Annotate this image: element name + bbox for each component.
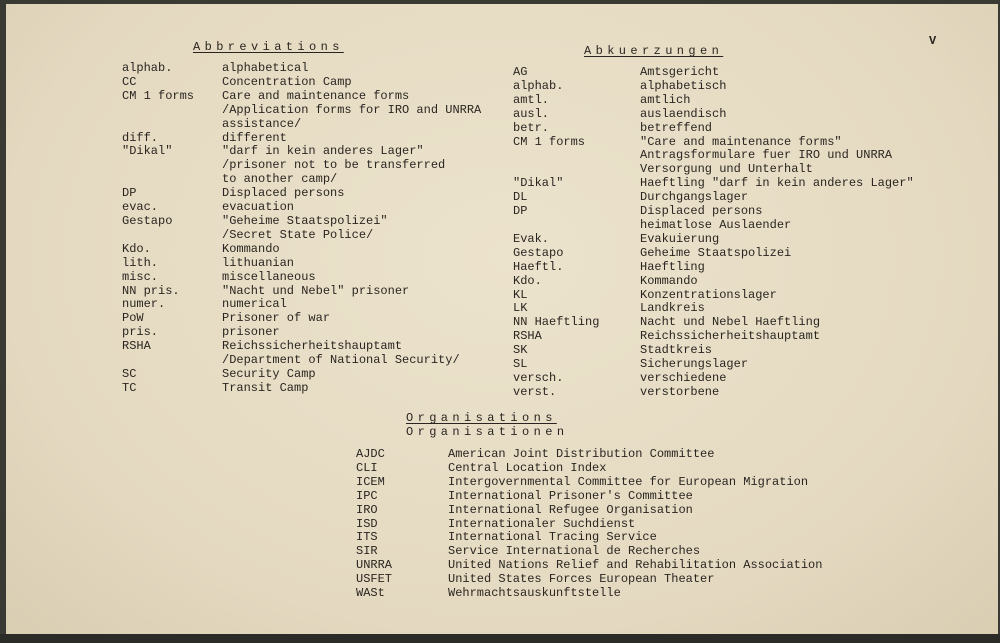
scan-bottom-edge [0, 634, 1000, 643]
abbreviation-definition: Kommando [222, 241, 280, 256]
abbreviation-definition: Geheime Staatspolizei [640, 245, 792, 260]
abbreviation-term: betr. [513, 120, 550, 135]
abbreviation-definition: miscellaneous [222, 269, 316, 284]
abbreviation-term: ITS [356, 530, 378, 545]
abbreviation-term [122, 354, 222, 368]
abbreviation-definition: to another camp/ [222, 172, 338, 187]
abbreviation-definition: Kommando [640, 273, 698, 288]
list-item [356, 573, 822, 587]
abbreviation-definition: Displaced persons [222, 186, 345, 201]
list-item [513, 108, 914, 122]
abbreviation-term: AJDC [356, 447, 385, 461]
abbreviation-definition: "darf in kein anderes Lager" [222, 144, 424, 159]
abbreviation-definition: /Application forms for IRO and UNRRA [222, 102, 482, 117]
abbreviations-list-german [513, 66, 914, 400]
abbreviation-term: pris. [122, 325, 159, 340]
list-item [122, 90, 481, 104]
list-item [122, 145, 481, 159]
list-item [122, 354, 481, 368]
list-item [122, 201, 481, 215]
abbreviation-definition: Durchgangslager [640, 190, 749, 205]
abbreviation-definition: Antragsformulare fuer IRO und UNRRA [640, 148, 893, 163]
abbreviation-term: AG [513, 65, 528, 79]
abbreviation-definition: amtlich [640, 92, 691, 107]
abbreviation-term: Gestapo [513, 245, 564, 260]
abbreviation-definition: Landkreis [640, 301, 705, 316]
abbreviation-term: PoW [122, 311, 144, 326]
abbreviation-term: Evak. [513, 231, 550, 246]
abbreviation-definition: Care and maintenance forms [222, 88, 410, 103]
abbreviation-definition: United Nations Relief and Rehabilitation Association [448, 558, 823, 573]
page-number: V [929, 34, 937, 48]
list-item [122, 215, 481, 229]
abbreviation-definition: Displaced persons [640, 204, 763, 219]
list-item [513, 94, 914, 108]
abbreviation-definition: different [222, 130, 287, 145]
abbreviation-definition: International Tracing Service [448, 530, 657, 545]
abbreviation-definition: Reichssicherheitshauptamt [222, 339, 403, 354]
list-item [513, 275, 914, 289]
abbreviation-term: TC [122, 380, 137, 395]
list-item [513, 163, 914, 177]
abbreviation-definition: Stadtkreis [640, 343, 713, 358]
list-item [122, 326, 481, 340]
abbreviation-term: NN Haeftling [513, 315, 600, 330]
abbreviation-definition: Wehrmachtsauskunftstelle [448, 586, 621, 601]
abbreviation-definition: verschiedene [640, 370, 727, 385]
abbreviation-term [513, 149, 640, 163]
abbreviation-term: Haeftl. [513, 259, 564, 274]
abbreviation-term [122, 118, 222, 132]
abbreviation-term: DL [513, 190, 528, 205]
list-item [122, 159, 481, 173]
list-item [513, 330, 914, 344]
abbreviation-term: RSHA [122, 339, 151, 354]
list-item [122, 340, 481, 354]
list-item [122, 382, 481, 396]
abbreviation-term: ICEM [356, 474, 385, 489]
abbreviation-definition: Versorgung und Unterhalt [640, 162, 813, 177]
abbreviation-definition: alphabetisch [640, 78, 727, 93]
abbreviation-definition: Haeftling [640, 259, 705, 274]
list-item [513, 122, 914, 136]
abbreviation-definition: auslaendisch [640, 106, 727, 121]
organisations-list [356, 448, 822, 601]
list-item [513, 261, 914, 275]
list-item [513, 316, 914, 330]
abbreviation-term: amtl. [513, 92, 550, 107]
abbreviation-term [513, 163, 640, 177]
abbreviation-term: KL [513, 287, 528, 302]
list-item [356, 462, 822, 476]
abbreviation-term: Kdo. [513, 273, 542, 288]
organisationen-heading: Organisationen [406, 425, 569, 439]
abbreviation-definition: Internationaler Suchdienst [448, 516, 636, 531]
abbreviation-term: Gestapo [122, 213, 173, 228]
abbreviation-term: WASt [356, 586, 385, 601]
abbreviation-term: CC [122, 74, 137, 89]
abbreviation-term: alphab. [513, 78, 564, 93]
list-item [122, 104, 481, 118]
abbreviation-definition: Intergovernmental Committee for European Migration [448, 474, 809, 489]
list-item [513, 358, 914, 372]
list-item [513, 386, 914, 400]
list-item [122, 173, 481, 187]
abbreviation-term: IRO [356, 502, 378, 517]
abbreviation-term: RSHA [513, 329, 542, 344]
abbreviation-term: verst. [513, 384, 557, 399]
abbreviation-term: DP [122, 186, 137, 201]
abbreviation-definition: "Care and maintenance forms" [640, 134, 842, 149]
abbreviation-definition: heimatlose Auslaender [640, 217, 792, 232]
abbreviation-definition: Haeftling "darf in kein anderes Lager" [640, 176, 914, 191]
abbreviation-term: SIR [356, 544, 378, 559]
abbreviation-definition: /Secret State Police/ [222, 227, 374, 242]
abbreviation-term [122, 159, 222, 173]
abbreviation-term [122, 104, 222, 118]
abbreviation-term: lith. [122, 255, 159, 270]
list-item [513, 177, 914, 191]
list-item [122, 285, 481, 299]
abbreviation-definition: verstorbene [640, 384, 720, 399]
abbreviation-term [122, 229, 222, 243]
abbreviation-term: LK [513, 301, 528, 316]
abbreviation-term: UNRRA [356, 558, 393, 573]
abbreviation-definition: prisoner [222, 325, 280, 340]
list-item [122, 271, 481, 285]
list-item [122, 118, 481, 132]
list-item [356, 518, 822, 532]
list-item [122, 76, 481, 90]
list-item [356, 504, 822, 518]
list-item [513, 247, 914, 261]
list-item [356, 545, 822, 559]
list-item [513, 344, 914, 358]
list-item [356, 448, 822, 462]
abbreviation-term: CM 1 forms [513, 134, 586, 149]
abbreviation-definition: United States Forces European Theater [448, 572, 715, 587]
list-item [513, 372, 914, 386]
abbreviation-definition: "Nacht und Nebel" prisoner [222, 283, 410, 298]
list-item [513, 191, 914, 205]
list-item [513, 302, 914, 316]
abbreviation-term: numer. [122, 297, 166, 312]
abbreviation-definition: International Prisoner's Committee [448, 488, 693, 503]
list-item [513, 289, 914, 303]
abbreviation-term: ISD [356, 516, 378, 531]
abbreviation-definition: lithuanian [222, 255, 295, 270]
abbreviation-term: "Dikal" [513, 176, 564, 191]
abbreviation-term [513, 219, 640, 233]
abbreviation-definition: Security Camp [222, 366, 316, 381]
abbreviation-definition: Service International de Recherches [448, 544, 701, 559]
list-item [122, 62, 481, 76]
abbreviation-term: alphab. [122, 61, 173, 75]
abbreviation-term: DP [513, 204, 528, 219]
abbreviation-definition: Evakuierung [640, 231, 720, 246]
abbreviation-definition: assistance/ [222, 116, 302, 131]
abbreviation-definition: Prisoner of war [222, 311, 331, 326]
abbreviation-definition: evacuation [222, 200, 295, 215]
list-item [122, 243, 481, 257]
list-item [356, 559, 822, 573]
abbreviation-term: evac. [122, 200, 159, 215]
abbreviation-term: SL [513, 357, 528, 372]
abbreviation-definition: betreffend [640, 120, 713, 135]
abbreviation-definition: alphabetical [222, 61, 309, 75]
abbreviation-term: diff. [122, 130, 159, 145]
abbreviation-term: SK [513, 343, 528, 358]
list-item [122, 257, 481, 271]
list-item [122, 229, 481, 243]
abbreviation-definition: Reichssicherheitshauptamt [640, 329, 821, 344]
abbreviation-term [122, 173, 222, 187]
list-item [122, 187, 481, 201]
list-item [513, 136, 914, 150]
abbreviation-definition: Konzentrationslager [640, 287, 777, 302]
abbreviation-definition: /prisoner not to be transferred [222, 158, 446, 173]
list-item [356, 587, 822, 601]
abbreviation-term: NN pris. [122, 283, 180, 298]
abbreviation-term: CLI [356, 460, 378, 475]
abbreviation-definition: International Refugee Organisation [448, 502, 693, 517]
abbreviation-definition: Sicherungslager [640, 357, 749, 372]
list-item [356, 476, 822, 490]
list-item [356, 531, 822, 545]
abbreviation-definition: Central Location Index [448, 460, 607, 475]
list-item [122, 312, 481, 326]
list-item [513, 219, 914, 233]
abbreviation-term: Kdo. [122, 241, 151, 256]
abbreviation-definition: Amtsgericht [640, 65, 720, 79]
list-item [122, 132, 481, 146]
abbreviation-definition: Transit Camp [222, 380, 309, 395]
abbreviation-term: "Dikal" [122, 144, 173, 159]
abbreviation-term: SC [122, 366, 137, 381]
abbreviations-list-english [122, 62, 481, 396]
abbreviation-term: USFET [356, 572, 393, 587]
list-item [513, 80, 914, 94]
abbreviation-term: misc. [122, 269, 159, 284]
abbreviation-term: versch. [513, 370, 564, 385]
list-item [356, 490, 822, 504]
abbreviation-definition: "Geheime Staatspolizei" [222, 213, 388, 228]
abbreviations-heading: Abbreviations [193, 40, 344, 54]
abkuerzungen-heading: Abkuerzungen [584, 44, 724, 58]
list-item [513, 149, 914, 163]
abbreviation-definition: American Joint Distribution Committee [448, 447, 715, 461]
list-item [513, 205, 914, 219]
list-item [513, 233, 914, 247]
abbreviation-definition: Nacht und Nebel Haeftling [640, 315, 821, 330]
list-item [513, 66, 914, 80]
organisations-heading: Organisations [406, 411, 557, 425]
abbreviation-term: CM 1 forms [122, 88, 195, 103]
list-item [122, 368, 481, 382]
abbreviation-definition: /Department of National Security/ [222, 353, 460, 368]
abbreviation-term: ausl. [513, 106, 550, 121]
abbreviation-definition: Concentration Camp [222, 74, 352, 89]
abbreviation-definition: numerical [222, 297, 287, 312]
abbreviation-term: IPC [356, 488, 378, 503]
list-item [122, 298, 481, 312]
